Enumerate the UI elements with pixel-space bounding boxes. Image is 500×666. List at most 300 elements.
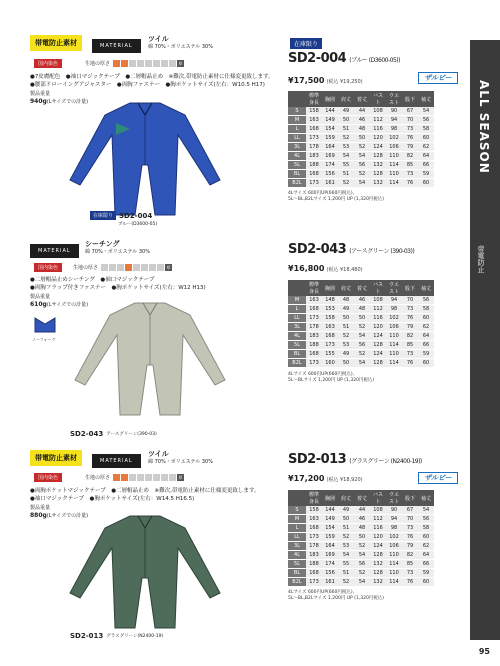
- size-value: 132: [370, 578, 386, 587]
- size-value: 116: [370, 314, 386, 323]
- size-value: 144: [322, 107, 338, 116]
- feature-line: ●二層帽晶止めシーチング ●袖口マジックテープ: [30, 277, 155, 283]
- size-value: 128: [370, 341, 386, 350]
- caption-code: SD2-043: [70, 430, 104, 438]
- size-value: 66: [418, 560, 434, 569]
- caption-color: アースグリーン(390-03): [106, 432, 157, 437]
- size-header: 肩丈: [338, 280, 354, 296]
- size-rows: [288, 107, 434, 188]
- page-number: 95: [478, 647, 490, 656]
- size-value: 54: [418, 107, 434, 116]
- weight-label: 製品重量: [30, 294, 51, 300]
- size-table: [288, 490, 434, 587]
- feature-tag: 帯電防止素材: [30, 450, 82, 466]
- size-value: 59: [418, 569, 434, 578]
- size-value: 85: [402, 161, 418, 170]
- size-value: 154: [322, 524, 338, 533]
- size-value: 79: [402, 143, 418, 152]
- size-value: 108: [370, 107, 386, 116]
- size-value: 110: [386, 152, 402, 161]
- size-value: 174: [322, 161, 338, 170]
- size-value: 54: [354, 152, 370, 161]
- size-value: 50: [354, 134, 370, 143]
- size-header: 肩丈: [338, 490, 354, 506]
- thickness-scale: 厚: [113, 474, 184, 481]
- size-value: 144: [322, 506, 338, 515]
- size-header: バスト: [370, 280, 386, 296]
- size-value: 173: [306, 314, 322, 323]
- size-value: 183: [306, 332, 322, 341]
- size-value: 114: [386, 179, 402, 188]
- size-value: 50: [354, 533, 370, 542]
- size-value: 52: [354, 542, 370, 551]
- size-value: 46: [354, 515, 370, 524]
- size-value: 51: [338, 323, 354, 332]
- size-row: [288, 551, 434, 560]
- size-value: 49: [338, 506, 354, 515]
- size-row: [288, 506, 434, 515]
- size-value: 46: [354, 116, 370, 125]
- size-value: 161: [322, 578, 338, 587]
- weight-note: (Lサイズでの計量): [46, 513, 89, 519]
- size-name: 4L: [288, 551, 306, 560]
- size-value: 98: [386, 305, 402, 314]
- origin-tag: 国内染色: [34, 263, 62, 272]
- size-name: B2L: [288, 179, 306, 188]
- size-value: 158: [306, 107, 322, 116]
- size-value: 59: [418, 350, 434, 359]
- size-value: 52: [354, 143, 370, 152]
- size-value: 54: [354, 551, 370, 560]
- size-value: 168: [306, 125, 322, 134]
- material-name: シーチング: [85, 240, 120, 248]
- size-value: 163: [306, 116, 322, 125]
- size-value: 60: [418, 179, 434, 188]
- size-row: [288, 296, 434, 305]
- size-value: 149: [322, 515, 338, 524]
- coverall-illustration: [60, 95, 230, 220]
- size-value: 188: [306, 161, 322, 170]
- size-row: [288, 107, 434, 116]
- size-value: 79: [402, 323, 418, 332]
- size-table: [288, 91, 434, 188]
- size-value: 44: [354, 107, 370, 116]
- size-note: 5L～BL,B2Lサイズ 1,200円 UP (1,320円税込): [288, 197, 385, 202]
- size-value: 173: [306, 179, 322, 188]
- brand-logo: ザルビー: [418, 472, 458, 484]
- size-value: 51: [338, 125, 354, 134]
- size-row: [288, 515, 434, 524]
- size-value: 173: [322, 341, 338, 350]
- limited-badge: 在庫限り: [290, 38, 322, 49]
- product-color: (アースグリーン (390-03)): [349, 248, 415, 255]
- season-label: ALL SEASON: [477, 80, 491, 174]
- material-composition: 綿 70%・ポリエステル 30%: [85, 249, 150, 255]
- size-value: 161: [322, 179, 338, 188]
- caption-color: グラスグリーン(N2400-19): [106, 634, 164, 639]
- caption-code: SD2-004: [119, 211, 153, 220]
- size-value: 183: [306, 152, 322, 161]
- size-value: 50: [354, 314, 370, 323]
- size-value: 98: [386, 125, 402, 134]
- size-value: 110: [386, 551, 402, 560]
- size-value: 124: [370, 542, 386, 551]
- size-row: [288, 170, 434, 179]
- size-row: [288, 332, 434, 341]
- size-value: 64: [418, 152, 434, 161]
- size-value: 155: [322, 350, 338, 359]
- product-code: SD2-004: [288, 51, 347, 66]
- size-value: 178: [306, 542, 322, 551]
- size-value: 112: [370, 305, 386, 314]
- feature-line: ●袖口マジックテープ ●胸ポケットサイズ(左右：W14.5 H16.5): [30, 496, 195, 502]
- size-value: 49: [338, 305, 354, 314]
- size-value: 76: [402, 314, 418, 323]
- size-value: 56: [418, 515, 434, 524]
- product-color: (ブルー (D3600-05)): [349, 57, 400, 64]
- brand-logo: ザルビー: [418, 72, 458, 84]
- size-value: 112: [370, 515, 386, 524]
- price-with-tax: (税込 ¥19,250): [326, 79, 363, 85]
- size-name: 3L: [288, 143, 306, 152]
- size-value: 173: [306, 359, 322, 368]
- size-value: 76: [402, 533, 418, 542]
- weight-label: 製品重量: [30, 505, 51, 511]
- size-header: バスト: [370, 91, 386, 107]
- size-header: 股下: [402, 91, 418, 107]
- size-value: 58: [418, 305, 434, 314]
- size-name: L: [288, 305, 306, 314]
- size-value: 114: [386, 359, 402, 368]
- size-value: 90: [386, 506, 402, 515]
- coverall-illustration: [65, 295, 235, 420]
- size-value: 76: [402, 578, 418, 587]
- material-composition: 綿 70%・ポリエステル 30%: [148, 459, 213, 465]
- size-value: 94: [386, 296, 402, 305]
- size-value: 178: [306, 143, 322, 152]
- feature-line: ●両胸ポケットマジックテープ ●二層帽晶止め ※難次,帯電防止素材に仕様変更致します。: [30, 488, 260, 494]
- size-value: 108: [370, 296, 386, 305]
- size-row: [288, 134, 434, 143]
- size-value: 163: [306, 515, 322, 524]
- size-value: 52: [354, 170, 370, 179]
- size-value: 49: [338, 350, 354, 359]
- weight-label: 製品重量: [30, 91, 51, 97]
- feature-line: ●7皮膚配色 ●袖口マジックテープ ●二層帽晶止め ※難次,帯電防止素材に仕様変更致します。: [30, 74, 274, 80]
- size-value: 70: [402, 515, 418, 524]
- size-value: 120: [370, 323, 386, 332]
- size-value: 60: [418, 134, 434, 143]
- size-header: 股下: [402, 490, 418, 506]
- size-name: M: [288, 296, 306, 305]
- size-name: LL: [288, 314, 306, 323]
- size-name: 5L: [288, 341, 306, 350]
- size-value: 52: [338, 578, 354, 587]
- size-value: 82: [402, 551, 418, 560]
- size-value: 116: [370, 524, 386, 533]
- size-header: [288, 280, 306, 296]
- size-header: ウエスト: [386, 280, 402, 296]
- size-value: 54: [354, 578, 370, 587]
- size-value: 48: [354, 125, 370, 134]
- size-rows: [288, 296, 434, 368]
- size-value: 50: [338, 116, 354, 125]
- weight-value: 940g: [30, 98, 47, 105]
- size-value: 64: [418, 551, 434, 560]
- size-value: 188: [306, 341, 322, 350]
- size-value: 60: [418, 314, 434, 323]
- size-row: [288, 341, 434, 350]
- size-value: 110: [386, 332, 402, 341]
- size-header: バスト: [370, 490, 386, 506]
- sidebar-tab: [470, 40, 500, 640]
- size-value: 112: [370, 116, 386, 125]
- size-value: 73: [402, 125, 418, 134]
- size-header: 着丈: [354, 91, 370, 107]
- size-header: 標準身長: [306, 280, 322, 296]
- origin-tag: 国内染色: [34, 473, 62, 482]
- size-value: 168: [306, 524, 322, 533]
- size-header: 袖丈: [418, 280, 434, 296]
- size-value: 173: [306, 134, 322, 143]
- feature-line: ●両胸フラップ付きファスナー ●胸ポケットサイズ(左右：W12 H13): [30, 285, 206, 291]
- size-note: 5L～BLサイズ 1,200円 UP (1,320円税込): [288, 378, 375, 383]
- size-header: ウエスト: [386, 490, 402, 506]
- caption-code: SD2-013: [70, 632, 104, 640]
- size-row: [288, 179, 434, 188]
- size-value: 58: [418, 524, 434, 533]
- size-row: [288, 314, 434, 323]
- size-rows: [288, 506, 434, 587]
- size-value: 188: [306, 560, 322, 569]
- thickness-scale: 厚: [113, 60, 184, 67]
- size-value: 54: [418, 506, 434, 515]
- size-note: 4Lサイズ 600円UP(660円税込),: [288, 191, 355, 196]
- size-value: 58: [418, 125, 434, 134]
- size-header: [288, 490, 306, 506]
- size-header: 袖丈: [418, 91, 434, 107]
- size-value: 56: [418, 116, 434, 125]
- size-value: 60: [418, 578, 434, 587]
- size-header: 胸囲: [322, 490, 338, 506]
- size-value: 54: [338, 152, 354, 161]
- size-value: 159: [322, 533, 338, 542]
- size-value: 51: [338, 170, 354, 179]
- size-value: 64: [418, 332, 434, 341]
- size-value: 49: [338, 107, 354, 116]
- size-value: 56: [418, 296, 434, 305]
- size-name: 3L: [288, 542, 306, 551]
- feature-line: ●腰部ドローイングアジャスター ●両胸ファスナー ●胸ポケットサイズ(左右：W10.5 H17): [30, 82, 265, 88]
- weight-note: (Lサイズでの計量): [46, 302, 89, 308]
- caption-color: ブルー(D3600-05): [118, 222, 158, 227]
- size-value: 116: [370, 125, 386, 134]
- size-value: 174: [322, 560, 338, 569]
- size-header: 胸囲: [322, 280, 338, 296]
- size-value: 108: [370, 506, 386, 515]
- size-value: 158: [306, 506, 322, 515]
- size-header: 標準身長: [306, 490, 322, 506]
- size-row: [288, 323, 434, 332]
- size-value: 50: [338, 515, 354, 524]
- size-value: 54: [338, 551, 354, 560]
- size-row: [288, 578, 434, 587]
- size-header: 胸囲: [322, 91, 338, 107]
- price-with-tax: (税込 ¥18,920): [326, 477, 363, 483]
- size-value: 168: [306, 305, 322, 314]
- size-value: 168: [306, 569, 322, 578]
- collar-label: ノーフォーク: [32, 337, 56, 342]
- price-with-tax: (税込 ¥18,480): [326, 267, 363, 273]
- size-value: 124: [370, 350, 386, 359]
- size-value: 76: [402, 359, 418, 368]
- size-value: 158: [322, 314, 338, 323]
- size-value: 164: [322, 542, 338, 551]
- size-row: [288, 542, 434, 551]
- product-color: (グラスグリーン (N2400-19)): [349, 458, 422, 465]
- size-value: 110: [386, 170, 402, 179]
- size-row: [288, 161, 434, 170]
- size-row: [288, 125, 434, 134]
- size-name: L: [288, 524, 306, 533]
- size-value: 52: [338, 533, 354, 542]
- size-value: 55: [338, 161, 354, 170]
- size-value: 102: [386, 533, 402, 542]
- size-value: 53: [338, 143, 354, 152]
- thickness-label: 生地の厚さ: [73, 265, 99, 271]
- size-value: 62: [418, 323, 434, 332]
- size-value: 160: [322, 359, 338, 368]
- size-value: 114: [386, 161, 402, 170]
- weight-note: (Lサイズでの計量): [46, 99, 89, 105]
- size-value: 73: [402, 305, 418, 314]
- size-value: 168: [306, 350, 322, 359]
- size-name: L: [288, 125, 306, 134]
- size-name: 5L: [288, 560, 306, 569]
- size-value: 156: [322, 170, 338, 179]
- price: ¥17,200: [288, 474, 325, 483]
- size-row: [288, 143, 434, 152]
- size-value: 70: [402, 116, 418, 125]
- product-code: SD2-013: [288, 452, 347, 467]
- size-value: 124: [370, 143, 386, 152]
- feature-tag: 帯電防止素材: [30, 35, 82, 51]
- size-value: 173: [306, 533, 322, 542]
- size-value: 128: [370, 359, 386, 368]
- size-value: 56: [354, 560, 370, 569]
- category-label: 帝電防止: [477, 245, 485, 273]
- size-value: 149: [322, 116, 338, 125]
- size-header: 標準身長: [306, 91, 322, 107]
- size-row: [288, 116, 434, 125]
- size-header: 肩丈: [338, 91, 354, 107]
- size-value: 128: [370, 569, 386, 578]
- size-value: 48: [338, 296, 354, 305]
- size-value: 48: [354, 524, 370, 533]
- size-value: 66: [418, 341, 434, 350]
- size-value: 120: [370, 533, 386, 542]
- size-value: 110: [386, 569, 402, 578]
- size-value: 94: [386, 116, 402, 125]
- size-value: 50: [338, 314, 354, 323]
- size-name: BL: [288, 569, 306, 578]
- size-name: BL: [288, 350, 306, 359]
- size-value: 73: [402, 350, 418, 359]
- price: ¥17,500: [288, 76, 325, 85]
- size-name: B2L: [288, 578, 306, 587]
- size-value: 132: [370, 179, 386, 188]
- size-header: 着丈: [354, 280, 370, 296]
- material-composition: 綿 70%・ポリエステル 30%: [148, 44, 213, 50]
- size-value: 128: [370, 170, 386, 179]
- size-name: S: [288, 506, 306, 515]
- product-code: SD2-043: [288, 242, 347, 257]
- material-name: ツイル: [148, 450, 169, 458]
- size-name: M: [288, 515, 306, 524]
- material-label: MATERIAL: [30, 244, 79, 258]
- size-value: 169: [322, 551, 338, 560]
- size-value: 128: [370, 551, 386, 560]
- size-value: 52: [338, 134, 354, 143]
- size-value: 106: [386, 143, 402, 152]
- material-label: MATERIAL: [92, 39, 141, 53]
- size-value: 168: [306, 170, 322, 179]
- size-value: 102: [386, 134, 402, 143]
- size-value: 156: [322, 569, 338, 578]
- size-value: 106: [386, 323, 402, 332]
- limited-badge: 在庫限り: [90, 211, 116, 220]
- size-value: 154: [322, 125, 338, 134]
- size-name: 3L: [288, 323, 306, 332]
- size-value: 120: [370, 134, 386, 143]
- size-value: 51: [338, 569, 354, 578]
- size-value: 110: [386, 350, 402, 359]
- size-value: 183: [306, 551, 322, 560]
- size-value: 90: [386, 107, 402, 116]
- collar-detail: [32, 316, 58, 334]
- size-row: [288, 533, 434, 542]
- thickness-label: 生地の厚さ: [85, 475, 111, 481]
- size-value: 163: [306, 296, 322, 305]
- size-value: 106: [386, 542, 402, 551]
- size-value: 66: [418, 161, 434, 170]
- size-note: 4Lサイズ 600円UP(660円税込),: [288, 590, 355, 595]
- size-value: 73: [402, 569, 418, 578]
- size-value: 59: [418, 170, 434, 179]
- size-name: B2L: [288, 359, 306, 368]
- size-value: 173: [306, 578, 322, 587]
- size-name: 4L: [288, 332, 306, 341]
- size-name: LL: [288, 533, 306, 542]
- size-note: 5L～BL,B2Lサイズ 1,200円 UP (1,320円税込): [288, 596, 385, 601]
- weight-value: 880g: [30, 512, 47, 519]
- size-value: 178: [306, 323, 322, 332]
- size-row: [288, 359, 434, 368]
- size-value: 132: [370, 161, 386, 170]
- size-name: S: [288, 107, 306, 116]
- size-value: 73: [402, 170, 418, 179]
- size-value: 70: [402, 296, 418, 305]
- size-value: 148: [322, 296, 338, 305]
- size-value: 53: [338, 341, 354, 350]
- price: ¥16,800: [288, 264, 325, 273]
- size-value: 164: [322, 143, 338, 152]
- size-value: 67: [402, 506, 418, 515]
- size-value: 56: [354, 161, 370, 170]
- size-value: 48: [354, 305, 370, 314]
- size-value: 67: [402, 107, 418, 116]
- size-value: 82: [402, 332, 418, 341]
